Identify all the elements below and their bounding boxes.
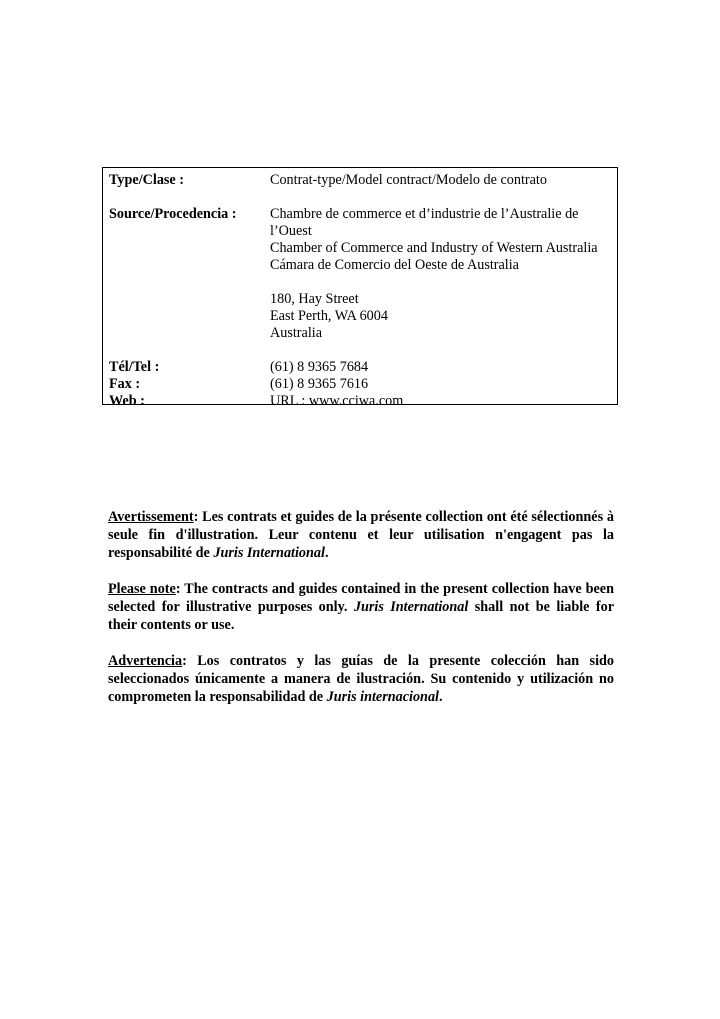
address-line: 180, Hay Street	[270, 291, 359, 307]
type-label: Type/Clase :	[109, 172, 185, 188]
disclaimer-notices	[108, 508, 614, 724]
organization-name: Juris internacional	[326, 689, 439, 705]
address-line: East Perth, WA 6004	[270, 308, 388, 324]
organization-name: Juris International	[353, 599, 469, 615]
web-value: URL : www.cciwa.com	[270, 393, 404, 409]
address-line: Australia	[270, 325, 323, 341]
source-value	[270, 206, 611, 342]
notice-french	[108, 508, 614, 562]
organization-name: Juris International	[213, 545, 325, 561]
source-line: Chamber of Commerce and Industry of Western Australia	[270, 240, 598, 256]
notice-end: .	[324, 545, 329, 561]
tel-row	[109, 359, 611, 376]
type-value: Contrat-type/Model contract/Modelo de contrato	[270, 172, 547, 188]
source-row	[109, 206, 611, 342]
notice-english	[108, 580, 614, 634]
source-line: Chambre de commerce et d’industrie de l’Australie de	[270, 206, 579, 222]
type-row	[109, 172, 611, 189]
web-label: Web :	[109, 393, 145, 409]
source-line: l’Ouest	[270, 223, 312, 239]
notice-title: Advertencia	[108, 653, 183, 669]
notice-text: : The contracts and guides contained in the present collection have been selected for illustrative purposes only.	[108, 581, 614, 615]
fax-label: Fax :	[109, 376, 141, 392]
fax-row	[109, 376, 611, 393]
notice-spanish	[108, 652, 614, 706]
web-row	[109, 393, 611, 410]
notice-text: : Los contratos y las guías de la presente colección han sido seleccionados únicamente a manera de ilustración. Su contenido y utilización no comprometen la responsabilidad de	[108, 653, 614, 705]
notice-end: .	[438, 689, 443, 705]
notice-text: : Les contrats et guides de la présente collection ont été sélectionnés à seule fin d'illustration. Leur contenu et leur utilisation n'engagent pas la responsabilité de	[108, 509, 614, 561]
notice-end: shall not be liable for their contents or use.	[108, 599, 614, 633]
contract-info-box	[102, 167, 618, 409]
notice-title: Avertissement	[108, 509, 194, 525]
tel-label: Tél/Tel :	[109, 359, 160, 375]
source-line: Cámara de Comercio del Oeste de Australia	[270, 257, 519, 273]
notice-title: Please note	[108, 581, 176, 597]
tel-value: (61) 8 9365 7684	[270, 359, 369, 375]
fax-value: (61) 8 9365 7616	[270, 376, 369, 392]
source-label: Source/Procedencia :	[109, 206, 237, 222]
